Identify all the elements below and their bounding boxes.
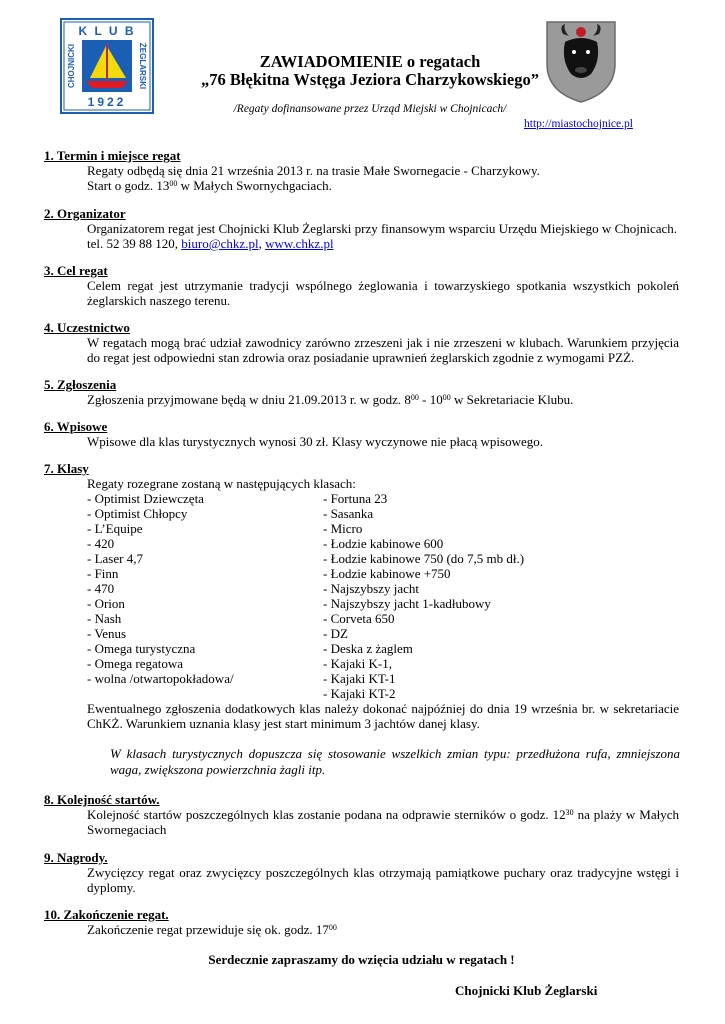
section-2-line-1: Organizatorem regat jest Chojnicki Klub Żeglarski przy finansowym wsparciu Urzędu Miejskiego w Chojnicach. (87, 221, 678, 236)
svg-text:K L U B: K L U B (78, 24, 136, 38)
class-item: - Orion (87, 596, 125, 611)
class-item: - L’Equipe (87, 521, 143, 536)
classes-intro: Regaty rozegrane zostaną w następujących klasach: (87, 476, 356, 491)
section-6 (44, 419, 679, 449)
class-item: - Finn (87, 566, 119, 581)
section-3-text: Celem regat jest utrzymanie tradycji wspólnego żeglowania i towarzyskiego spotkania wszystkich pokoleń żeglarskich naszego terenu. (87, 278, 679, 308)
class-item: - wolna /otwartopokładowa/ (87, 671, 234, 686)
section-1 (44, 148, 679, 193)
section-10 (44, 907, 679, 937)
section-1-heading: 1. Termin i miejsce regat (44, 148, 181, 163)
class-item: - 470 (87, 581, 115, 596)
class-item: - Najszybszy jacht 1-kadłubowy (323, 596, 491, 611)
section-7-heading: 7. Klasy (44, 461, 89, 476)
section-6-text: Wpisowe dla klas turystycznych wynosi 30 zł. Klasy wyczynowe nie płacą wpisowego. (87, 434, 543, 449)
class-item: - Łodzie kabinowe 750 (do 7,5 mb dł.) (323, 551, 525, 566)
svg-text:ŻEGLARSKI: ŻEGLARSKI (138, 42, 147, 90)
invitation-text: Serdecznie zapraszamy do wzięcia udziału w regatach ! (208, 952, 515, 967)
class-item: - Omega regatowa (87, 656, 184, 671)
section-8-heading: 8. Kolejność startów. (44, 792, 160, 807)
document-subtitle: „76 Błękitna Wstęga Jeziora Charzykowskiego” (201, 70, 539, 89)
section-5-text: Zgłoszenia przyjmowane będą w dniu 21.09.2013 r. w godz. $8^{00} - 10^{00}$ w Sekretariacie Klubu. (87, 392, 574, 407)
section-3-heading: 3. Cel regat (44, 263, 108, 278)
class-item: - Deska z żaglem (323, 641, 413, 656)
classes-columns (87, 491, 679, 701)
svg-text:1922: 1922 (87, 95, 127, 109)
class-item: - Sasanka (323, 506, 374, 521)
svg-text:CHOJNICKI: CHOJNICKI (67, 43, 76, 89)
signature: Chojnicki Klub Żeglarski (455, 983, 598, 998)
class-item: - 420 (87, 536, 115, 551)
section-7 (44, 461, 679, 778)
class-item: - Łodzie kabinowe 600 (323, 536, 444, 551)
class-item: - Micro (323, 521, 363, 536)
section-1-line-1: Regaty odbędą się dnia 21 września 2013 r. na trasie Małe Swornegacie - Charzykowy. (87, 163, 540, 178)
document-title: ZAWIADOMIENIE o regatach (259, 52, 481, 71)
classes-right-column (323, 491, 524, 701)
section-10-text: Zakończenie regat przewiduje się ok. godz. $17^{00}$ (87, 922, 337, 937)
section-8 (44, 792, 679, 837)
section-4-heading: 4. Uczestnictwo (44, 320, 130, 335)
class-item: - Fortuna 23 (323, 491, 388, 506)
class-item: - Łodzie kabinowe +750 (323, 566, 451, 581)
funding-note: /Regaty dofinansowane przez Urząd Miejski w Chojnicach/ (233, 103, 507, 115)
class-item: - Corveta 650 (323, 611, 395, 626)
section-10-heading: 10. Zakończenie regat. (44, 907, 169, 922)
class-item: - Venus (87, 626, 127, 641)
class-item: - DZ (323, 626, 348, 641)
club-logo (60, 18, 154, 114)
additional-classes-note: Ewentualnego zgłoszenia dodatkowych klas należy dokonać najpóźniej do dnia 19 września br. w sekretariacie ChKŻ. Warunkiem uznania klasy jest start minimum 3 jachtów danej klasy. (87, 701, 679, 731)
class-item: - Optimist Dziewczęta (87, 491, 204, 506)
section-5 (44, 377, 679, 407)
section-4 (44, 320, 679, 365)
section-9 (44, 850, 679, 895)
city-url-link[interactable]: http://miastochojnice.pl (524, 118, 633, 130)
website-link[interactable]: www.chkz.pl (265, 236, 334, 251)
class-item: - Kajaki KT-1 (323, 671, 396, 686)
class-item: - Laser 4,7 (87, 551, 143, 566)
class-item: - Optimist Chłopcy (87, 506, 188, 521)
class-item: - Kajaki KT-2 (323, 686, 396, 701)
tourist-classes-note: W klasach turystycznych dopuszcza się stosowanie wszelkich zmian typu: przedłużona rufa, zmniejszona waga, zwiększona powierzchnia żagli itp. (110, 746, 680, 777)
class-item: - Omega turystyczna (87, 641, 196, 656)
class-item: - Kajaki K-1, (323, 656, 392, 671)
section-9-text: Zwycięzcy regat oraz zwycięzcy poszczególnych klas otrzymają pamiątkowe puchary oraz tradycyjne wstęgi i dyplomy. (87, 865, 679, 895)
section-2 (44, 206, 679, 251)
section-5-heading: 5. Zgłoszenia (44, 377, 117, 392)
section-4-text: W regatach mogą brać udział zawodnicy zarówno zrzeszeni jak i nie zrzeszeni w klubach. Warunkiem przyjęcia do regat jest odpowiedni stan zdrowia oraz posiadanie uprawnień żeglarskich zgodnie z wymogami PZŻ. (87, 335, 679, 365)
section-3 (44, 263, 679, 308)
email-link[interactable]: biuro@chkz.pl (181, 236, 259, 251)
section-1-line-2: Start o godz. $13^{00}$ w Małych Swornychgaciach. (87, 178, 332, 193)
section-9-heading: 9. Nagrody. (44, 850, 108, 865)
class-item: - Najszybszy jacht (323, 581, 420, 596)
classes-left-column (87, 491, 323, 701)
section-2-heading: 2. Organizator (44, 206, 126, 221)
class-item: - Nash (87, 611, 122, 626)
section-8-text: Kolejność startów poszczególnych klas zostanie podana na odprawie sterników o godz. $12^{30}$ na plaży w Małych Swornegaciach (87, 807, 679, 837)
section-6-heading: 6. Wpisowe (44, 419, 108, 434)
contact-line: tel. 52 39 88 120, biuro@chkz.pl, www.chkz.pl (87, 236, 334, 251)
